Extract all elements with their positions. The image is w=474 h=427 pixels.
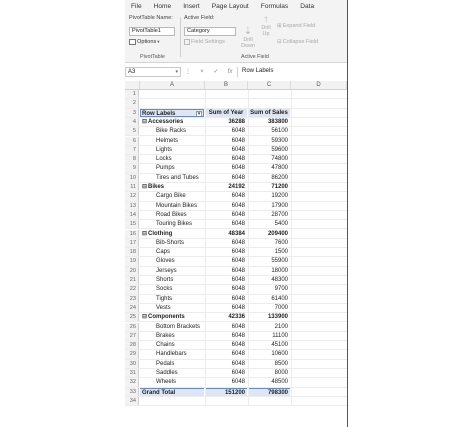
row-number[interactable]: 1 <box>125 90 139 98</box>
cell-b[interactable]: 6048 <box>231 146 245 153</box>
cell-b[interactable]: 6048 <box>231 267 245 274</box>
row-number[interactable]: 17 <box>125 239 139 247</box>
cell-c[interactable]: 209400 <box>267 230 288 237</box>
row-number[interactable]: 31 <box>125 369 139 377</box>
cell-b[interactable] <box>205 90 247 98</box>
cell-a[interactable]: Touring Bikes <box>156 221 193 228</box>
table-row <box>125 220 347 229</box>
cell-b[interactable]: 6048 <box>231 332 245 339</box>
cell-c[interactable]: 86200 <box>271 174 288 181</box>
cell-b[interactable]: 6048 <box>231 221 245 228</box>
cell-a[interactable] <box>140 183 204 191</box>
pivottable-group <box>129 15 179 61</box>
cell-b[interactable]: 6048 <box>231 156 245 163</box>
row-number[interactable]: 19 <box>125 257 139 265</box>
row-number[interactable]: 16 <box>125 230 139 238</box>
row-number[interactable]: 18 <box>125 248 139 256</box>
table-row <box>125 146 347 155</box>
table-row <box>125 285 347 294</box>
cell-b[interactable]: 151200 <box>205 388 247 396</box>
column-gridline <box>248 90 249 406</box>
cell-b[interactable]: 6048 <box>231 193 245 200</box>
cell-c[interactable]: 798300 <box>248 388 290 396</box>
cell-a[interactable]: Pumps <box>156 165 175 172</box>
table-row <box>125 369 347 378</box>
cell-b[interactable] <box>205 99 247 107</box>
row-number[interactable]: 14 <box>125 211 139 219</box>
drill-up-icon: ↑ <box>263 14 269 25</box>
row-number[interactable]: 33 <box>125 388 139 396</box>
row-number[interactable]: 24 <box>125 304 139 312</box>
excel-window <box>125 0 347 427</box>
row-number[interactable]: 30 <box>125 360 139 368</box>
cell-b[interactable]: 6048 <box>231 174 245 181</box>
row-number[interactable]: 8 <box>125 155 139 163</box>
cell-b[interactable]: 6048 <box>231 286 245 293</box>
collapse-icon[interactable]: ⊟ <box>142 184 148 190</box>
table-row <box>125 202 347 211</box>
cell-c[interactable]: 47800 <box>271 165 288 172</box>
tab-formulas[interactable]: Formulas <box>260 3 289 10</box>
cell-a[interactable]: Bike Racks <box>156 128 187 135</box>
table-row <box>125 137 347 146</box>
row-number[interactable]: 25 <box>125 313 139 321</box>
options-button[interactable] <box>129 39 160 45</box>
cell-a[interactable]: Cargo Bike <box>156 193 186 200</box>
row-number[interactable]: 6 <box>125 137 139 145</box>
active-field-group-label: Active Field <box>241 54 269 60</box>
column-headers <box>125 81 347 90</box>
cell-c[interactable]: 48500 <box>271 379 288 386</box>
column-header-a[interactable]: A <box>140 81 205 90</box>
pivot-group-row <box>125 183 347 192</box>
cell-b[interactable]: 6048 <box>231 277 245 283</box>
table-row <box>125 276 347 285</box>
table-row <box>125 99 347 108</box>
group-label: Accessories <box>148 118 184 125</box>
row-number[interactable]: 5 <box>125 127 139 135</box>
cell-b[interactable]: 6048 <box>231 295 245 302</box>
table-row <box>125 267 347 276</box>
cell-c[interactable]: 7000 <box>274 304 288 311</box>
drill-down-button[interactable] <box>240 27 256 49</box>
row-number[interactable]: 20 <box>125 267 139 275</box>
cell-b[interactable]: 6048 <box>231 304 245 311</box>
cell-c[interactable]: 383800 <box>267 118 288 125</box>
cell-a[interactable]: Jerseys <box>156 267 177 274</box>
expand-field-label: Expand Field <box>282 23 316 29</box>
cell-c[interactable]: 133900 <box>267 314 288 321</box>
field-settings-button[interactable] <box>184 39 225 45</box>
cell-c[interactable]: 59600 <box>271 146 288 153</box>
cell-a[interactable]: Road Bikes <box>156 211 187 218</box>
table-row <box>125 127 347 136</box>
field-settings-label: Field Settings <box>191 39 225 45</box>
column-header-b[interactable]: B <box>205 81 248 90</box>
pivot-group-row <box>125 313 347 322</box>
drill-down-label: Drill Down <box>241 37 255 49</box>
table-row <box>125 397 347 406</box>
name-box[interactable] <box>125 67 181 77</box>
table-row <box>125 174 347 183</box>
table-row <box>125 360 347 369</box>
cell-b[interactable]: Sum of Year <box>205 109 247 117</box>
chevron-down-icon: ▾ <box>175 68 178 75</box>
row-number[interactable]: 4 <box>125 118 139 126</box>
cell-c[interactable]: 48300 <box>271 277 288 283</box>
drill-up-button[interactable] <box>258 15 274 37</box>
enter-icon[interactable]: ✓ <box>213 69 219 75</box>
group-divider <box>180 17 181 57</box>
tab-data[interactable]: Data <box>300 3 315 10</box>
row-number[interactable]: 34 <box>125 397 139 405</box>
table-row <box>125 304 347 313</box>
row-number[interactable]: 26 <box>125 323 139 331</box>
row-number[interactable]: 22 <box>125 285 139 293</box>
cell-c[interactable]: 74800 <box>271 156 288 163</box>
expand-field-button[interactable] <box>277 23 315 29</box>
table-row <box>125 378 347 387</box>
ribbon-pivottable-analyze <box>125 13 347 63</box>
table-row <box>125 192 347 201</box>
row-number[interactable]: 27 <box>125 332 139 340</box>
cell-b[interactable]: 6048 <box>231 202 245 209</box>
table-row <box>125 90 347 99</box>
cell-b[interactable]: 6048 <box>231 342 245 349</box>
cell-a[interactable] <box>140 230 204 238</box>
cell-c[interactable]: 10600 <box>271 351 288 358</box>
cell-c[interactable]: 18000 <box>271 267 288 274</box>
chevron-down-icon: ▾ <box>157 39 160 44</box>
cell-c[interactable]: 8500 <box>274 360 288 367</box>
cell-b[interactable]: 6048 <box>231 323 245 330</box>
row-number[interactable]: 32 <box>125 378 139 386</box>
row-number[interactable]: 15 <box>125 220 139 228</box>
collapse-icon[interactable]: ⊟ <box>142 314 148 321</box>
row-number[interactable]: 23 <box>125 295 139 303</box>
active-field-label: Active Field: <box>184 15 215 21</box>
cell-a[interactable]: Caps <box>156 249 171 256</box>
cell-c[interactable]: 71200 <box>271 184 288 190</box>
cell-b[interactable]: 48384 <box>228 230 245 237</box>
formula-input[interactable]: Row Labels <box>237 67 347 77</box>
cell-b[interactable] <box>205 397 247 405</box>
cell-c[interactable] <box>248 397 290 405</box>
group-label: Bikes <box>148 184 165 190</box>
cell-a[interactable]: Helmets <box>156 137 179 144</box>
pivot-group-row <box>125 118 347 127</box>
drill-up-label: Drill Up <box>261 25 271 37</box>
cell-a[interactable] <box>140 99 204 107</box>
cancel-icon[interactable]: × <box>200 68 204 75</box>
row-number[interactable]: 9 <box>125 164 139 172</box>
insert-function-icon[interactable]: fx <box>227 68 233 75</box>
cell-c[interactable]: 11100 <box>272 332 288 339</box>
table-row <box>125 211 347 220</box>
row-number[interactable]: 13 <box>125 202 139 210</box>
cell-a[interactable] <box>140 313 204 321</box>
cell-c[interactable]: 1500 <box>274 249 288 256</box>
name-box-value: A3 <box>128 68 136 75</box>
cell-c[interactable]: 8000 <box>274 370 288 376</box>
cell-b[interactable]: 6048 <box>231 239 245 246</box>
pivot-header-row <box>125 109 347 118</box>
collapse-field-button[interactable] <box>277 39 318 45</box>
tab-insert[interactable]: Insert <box>183 3 200 10</box>
cell-c[interactable]: 45100 <box>271 342 288 349</box>
pivottable-name-input[interactable]: PivotTable1 <box>129 27 175 36</box>
cell-a[interactable] <box>140 90 204 98</box>
cell-a[interactable]: Tires and Tubes <box>156 174 199 181</box>
collapse-field-icon: ⊟ <box>277 39 282 45</box>
table-row <box>125 295 347 304</box>
expand-field-icon: ⊞ <box>277 23 282 29</box>
cell-a[interactable]: Lights <box>156 146 173 153</box>
cell-c[interactable]: 9700 <box>274 286 288 293</box>
cell-a[interactable]: Pedals <box>156 360 175 367</box>
table-row <box>125 155 347 164</box>
cell-a[interactable]: Gloves <box>156 258 175 265</box>
column-header-d[interactable]: D <box>291 81 347 90</box>
row-number[interactable]: 21 <box>125 276 139 284</box>
table-row <box>125 239 347 248</box>
ribbon-tabs <box>125 0 347 13</box>
table-row <box>125 332 347 341</box>
table-row <box>125 248 347 257</box>
cell-b[interactable]: 6048 <box>231 379 245 386</box>
collapse-field-label: Collapse Field <box>282 39 319 45</box>
cell-a[interactable]: Bib-Shorts <box>156 239 185 246</box>
active-field-input[interactable]: Category <box>184 27 236 36</box>
cell-b[interactable]: 24192 <box>228 184 245 190</box>
pivottable-group-label: PivotTable <box>140 54 165 60</box>
pivottable-name-label: PivotTable Name: <box>129 15 173 21</box>
cell-a[interactable]: Socks <box>156 286 173 293</box>
row-number[interactable]: 3 <box>125 109 139 117</box>
field-settings-icon <box>184 39 190 45</box>
cell-a[interactable]: Chains <box>156 342 175 349</box>
cell-a[interactable] <box>140 118 204 126</box>
row-number[interactable]: 28 <box>125 341 139 349</box>
cell-b[interactable]: 6048 <box>231 351 245 358</box>
cell-c[interactable]: Sum of Sales <box>248 109 290 117</box>
pivot-group-row <box>125 230 347 239</box>
row-number[interactable]: 12 <box>125 192 139 200</box>
cell-a[interactable] <box>140 397 204 405</box>
cell-a[interactable]: Shorts <box>156 277 174 283</box>
cell-b[interactable]: 6048 <box>231 137 245 144</box>
cell-a[interactable]: Tights <box>156 295 173 302</box>
column-gridline <box>291 90 292 406</box>
cell-b[interactable]: 6048 <box>231 128 245 135</box>
cell-c[interactable] <box>248 99 290 107</box>
cell-a[interactable]: Bottom Brackets <box>156 323 201 330</box>
row-number[interactable]: 2 <box>125 99 139 107</box>
select-all-corner[interactable] <box>125 81 140 90</box>
table-row <box>125 164 347 173</box>
cell-c[interactable]: 28700 <box>271 211 288 218</box>
tab-page-layout[interactable]: Page Layout <box>211 3 249 10</box>
active-field-group <box>183 15 347 61</box>
row-labels-header: Row Labels <box>142 110 176 117</box>
cell-a[interactable]: Brakes <box>156 332 175 339</box>
table-row <box>125 341 347 350</box>
group-label: Components <box>148 314 185 321</box>
cell-c[interactable]: 56100 <box>271 128 288 135</box>
collapse-icon[interactable]: ⊟ <box>142 230 148 237</box>
cell-a[interactable] <box>140 109 204 117</box>
table-row <box>125 350 347 359</box>
collapse-icon[interactable]: ⊟ <box>142 118 148 125</box>
table-row <box>125 257 347 266</box>
cell-a[interactable]: Mountain Bikes <box>156 202 198 209</box>
cell-b[interactable]: 6048 <box>231 370 245 376</box>
formula-bar <box>125 66 347 77</box>
row-number[interactable]: 10 <box>125 174 139 182</box>
filter-dropdown-icon[interactable]: ▾ <box>197 110 201 117</box>
cell-a[interactable]: Wheels <box>156 379 177 386</box>
cell-a[interactable]: Handlebars <box>156 351 187 358</box>
cell-a[interactable]: Vests <box>156 304 171 311</box>
tab-home[interactable]: Home <box>153 3 172 10</box>
row-number[interactable]: 11 <box>125 183 139 191</box>
cell-b[interactable]: 6048 <box>231 249 245 256</box>
cell-c[interactable]: 7600 <box>274 239 288 246</box>
cell-c[interactable]: 2100 <box>274 323 288 330</box>
drill-down-icon: ⇣ <box>243 26 253 37</box>
row-number[interactable]: 29 <box>125 350 139 358</box>
cell-b[interactable]: 6048 <box>231 360 245 367</box>
grand-total-row <box>125 388 347 397</box>
column-gridline <box>205 90 206 406</box>
cell-b[interactable]: 42336 <box>228 314 245 321</box>
cell-a[interactable]: Saddles <box>156 370 178 376</box>
row-number[interactable]: 7 <box>125 146 139 154</box>
cell-b[interactable]: 36288 <box>228 118 245 125</box>
formula-menu-icon: ⋮ <box>185 69 191 75</box>
cell-c[interactable]: 59300 <box>271 137 288 144</box>
options-label: Options <box>137 39 157 45</box>
cell-c[interactable]: 61400 <box>271 295 288 302</box>
column-header-c[interactable]: C <box>248 81 291 90</box>
tab-file[interactable]: File <box>131 3 142 10</box>
cell-c[interactable] <box>248 90 290 98</box>
window-border <box>347 0 348 427</box>
cell-c[interactable]: 5400 <box>274 221 288 228</box>
cell-a[interactable]: Locks <box>156 156 172 163</box>
cell-c[interactable]: 55900 <box>271 258 288 265</box>
cell-c[interactable]: 17900 <box>271 202 288 209</box>
cell-b[interactable]: 6048 <box>231 211 245 218</box>
table-row <box>125 323 347 332</box>
cell-b[interactable]: 6048 <box>231 258 245 265</box>
group-label: Clothing <box>148 230 173 237</box>
cell-c[interactable]: 19200 <box>271 193 288 200</box>
cell-a[interactable]: Grand Total <box>140 388 204 396</box>
options-icon <box>129 39 136 45</box>
cell-b[interactable]: 6048 <box>231 165 245 172</box>
